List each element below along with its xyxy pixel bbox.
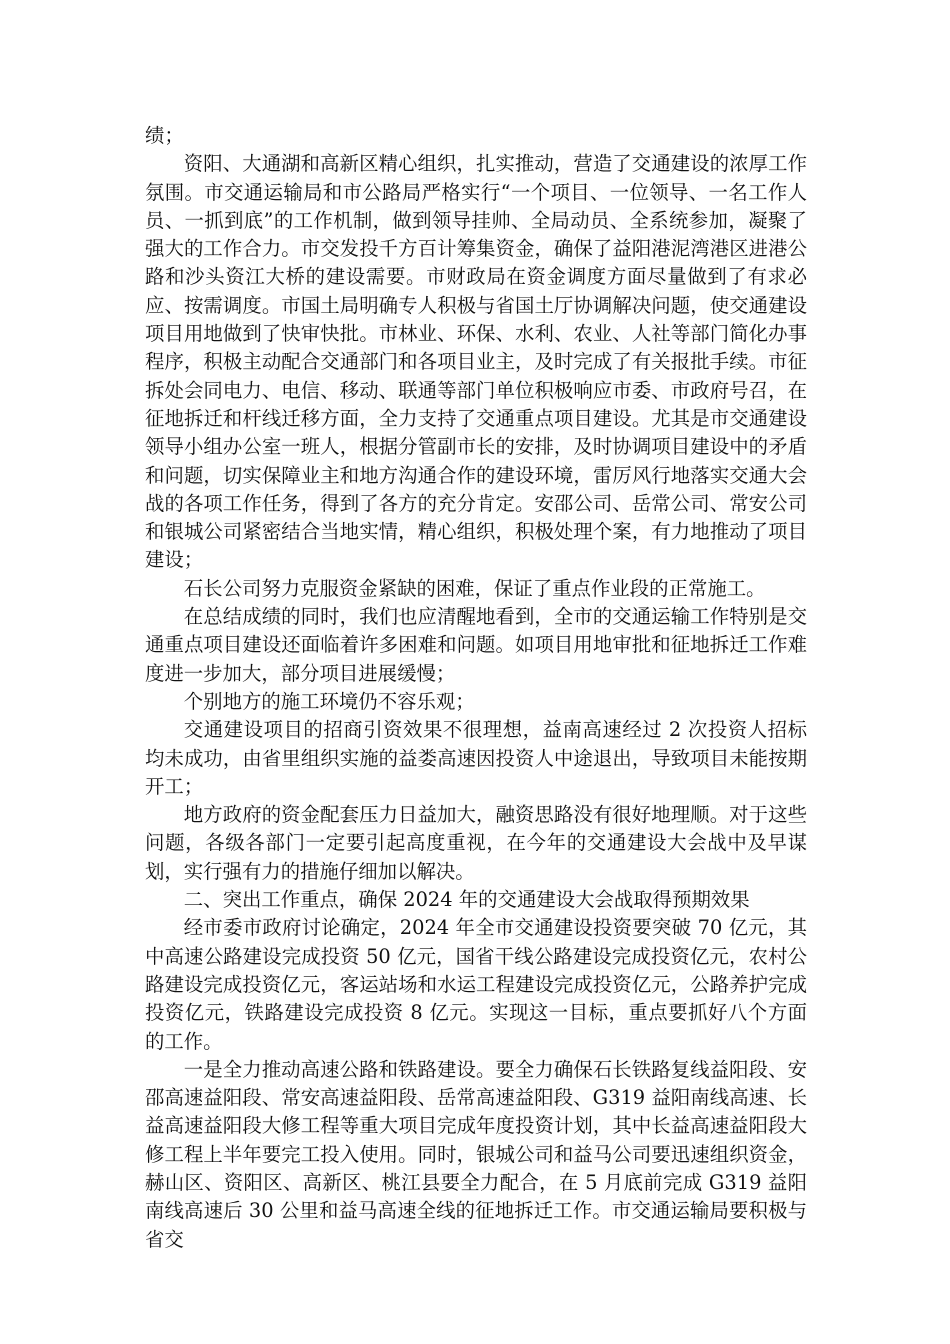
paragraph: 个别地方的施工环境仍不容乐观； — [183, 689, 475, 713]
paragraph: 绩； — [145, 124, 184, 147]
paragraph: 地方政府的资金配套压力日益加大，融资思路没有很好地理顺。对于这些问题，各级各部门一定要引起高度重视，在今年的交通建设大会战中及早谋划，实行强有力的措施仔细加以解决。 — [145, 803, 807, 883]
paragraph: 石长公司努力克服资金紧缺的困难，保证了重点作业段的正常施工。 — [183, 576, 766, 600]
paragraph: 交通建设项目的招商引资效果不很理想，益南高速经过 2 次投资人招标均未成功，由省里组织实施的益娄高速因投资人中途退出，导致项目未能按期开工； — [145, 718, 807, 798]
paragraph: 一是全力推动高速公路和铁路建设。要全力确保石长铁路复线益阳段、安邵高速益阳段、常安高速益阳段、岳常高速益阳段、G319 益阳南线高速、长益高速益阳段大修工程等重大项目完成年度投资计划，其中长益高速益阳段大修工程上半年要完工投入使用。同时，银城公司和益马公司要迅速组织资金，赫山区、资阳区、高新区、桃江县要全力配合，在 5 月底前完成 G319 益阳南线高速后 30 公里和益马高速全线的征地拆迁工作。市交通运输局要积极与省交 — [145, 1057, 807, 1251]
document-page — [145, 122, 807, 1254]
paragraph: 资阳、大通湖和高新区精心组织，扎实推动，营造了交通建设的浓厚工作氛围。市交通运输局和市公路局严格实行“一个项目、一位领导、一名工作人员、一抓到底”的工作机制，做到领导挂帅、全局动员、全系统参加，凝聚了强大的工作合力。市交发投千方百计筹集资金，确保了益阳港泥湾港区进港公路和沙头资江大桥的建设需要。市财政局在资金调度方面尽量做到了有求必应、按需调度。市国土局明确专人积极与省国土厅协调解决问题，使交通建设项目用地做到了快审快批。市林业、环保、水利、农业、人社等部门简化办事程序，积极主动配合交通部门和各项目业主，及时完成了有关报批手续。市征拆处会同电力、电信、移动、联通等部门单位积极响应市委、市政府号召，在征地拆迁和杆线迁移方面，全力支持了交通重点项目建设。尤其是市交通建设领导小组办公室一班人，根据分管副市长的安排，及时协调项目建设中的矛盾和问题，切实保障业主和地方沟通合作的建设环境，雷厉风行地落实交通大会战的各项工作任务，得到了各方的充分肯定。安邵公司、岳常公司、常安公司和银城公司紧密结合当地实情，精心组织，积极处理个案，有力地推动了项目建设； — [145, 152, 807, 572]
paragraph: 在总结成绩的同时，我们也应清醒地看到，全市的交通运输工作特别是交通重点项目建设还面临着许多困难和问题。如项目用地审批和征地拆迁工作难度进一步加大，部分项目进展缓慢； — [145, 605, 807, 685]
section-heading: 二、突出工作重点，确保 2024 年的交通建设大会战取得预期效果 — [183, 888, 750, 912]
paragraph: 经市委市政府讨论确定，2024 年全市交通建设投资要突破 70 亿元，其中高速公路建设完成投资 50 亿元，国省干线公路建设完成投资亿元，农村公路建设完成投资亿元，客运站场和水运工程建设完成投资亿元，公路养护完成投资亿元，铁路建设完成投资 8 亿元。实现这一目标，重点要抓好八个方面的工作。 — [145, 916, 807, 1053]
